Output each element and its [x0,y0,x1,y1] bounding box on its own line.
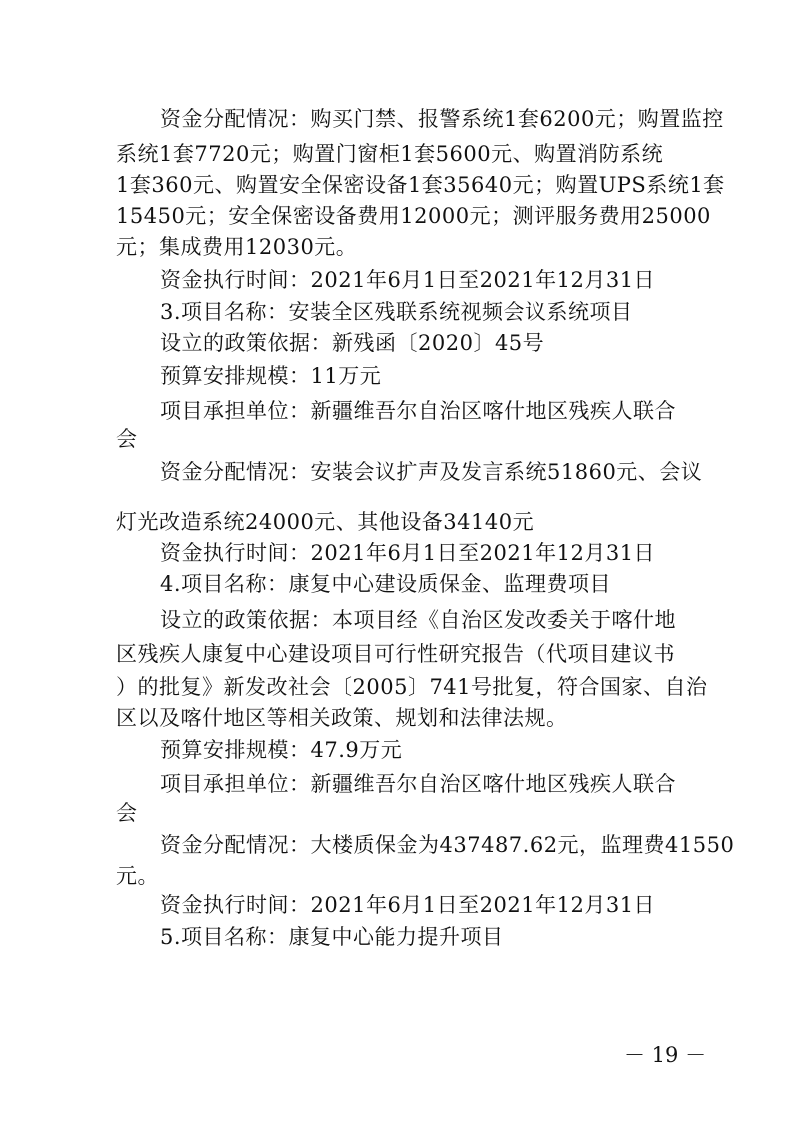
text-line: 资金执行时间：2021年6月1日至2021年12月31日 [160,268,656,292]
text-line: 资金执行时间：2021年6月1日至2021年12月31日 [160,541,656,565]
text-line: 预算安排规模：11万元 [160,364,382,388]
text-line: 预算安排规模：47.9万元 [160,738,403,762]
text-line: 1套360元、购置安全保密设备1套35640元；购置UPS系统1套 [116,173,725,197]
text-line: 区残疾人康复中心建设项目可行性研究报告（代项目建议书 [116,642,675,666]
text-line: ）的批复》新发改社会〔2005〕741号批复，符合国家、自治 [116,675,708,699]
section-heading: 5.项目名称：康复中心能力提升项目 [160,925,504,949]
section-heading: 3.项目名称：安装全区残联系统视频会议系统项目 [160,300,633,324]
text-line: 15450元；安全保密设备费用12000元；测评服务费用25000 [116,204,711,228]
text-line: 项目承担单位：新疆维吾尔自治区喀什地区残疾人联合 [160,772,676,796]
text-line: 会 [116,801,138,825]
text-line: 区以及喀什地区等相关政策、规划和法律法规。 [116,706,568,730]
text-line: 灯光改造系统24000元、其他设备34140元 [116,510,535,534]
page-number: － 19 － [624,1043,707,1067]
text-line: 设立的政策依据：新残函〔2020〕45号 [160,331,545,355]
text-line: 资金分配情况：购买门禁、报警系统1套6200元；购置监控 [160,107,724,131]
text-line: 资金执行时间：2021年6月1日至2021年12月31日 [160,893,656,917]
text-line: 设立的政策依据：本项目经《自治区发改委关于喀什地 [160,608,676,632]
section-heading: 4.项目名称：康复中心建设质保金、监理费项目 [160,572,612,596]
text-line: 系统1套7720元；购置门窗柜1套5600元、购置消防系统 [116,142,664,166]
text-line: 资金分配情况：大楼质保金为437487.62元，监理费41550 [160,833,735,857]
text-line: 项目承担单位：新疆维吾尔自治区喀什地区残疾人联合 [160,399,676,423]
text-line: 元；集成费用12030元。 [116,235,358,259]
text-line: 资金分配情况：安装会议扩声及发言系统51860元、会议 [160,460,703,484]
text-line: 元。 [116,864,159,888]
text-line: 会 [116,427,138,451]
